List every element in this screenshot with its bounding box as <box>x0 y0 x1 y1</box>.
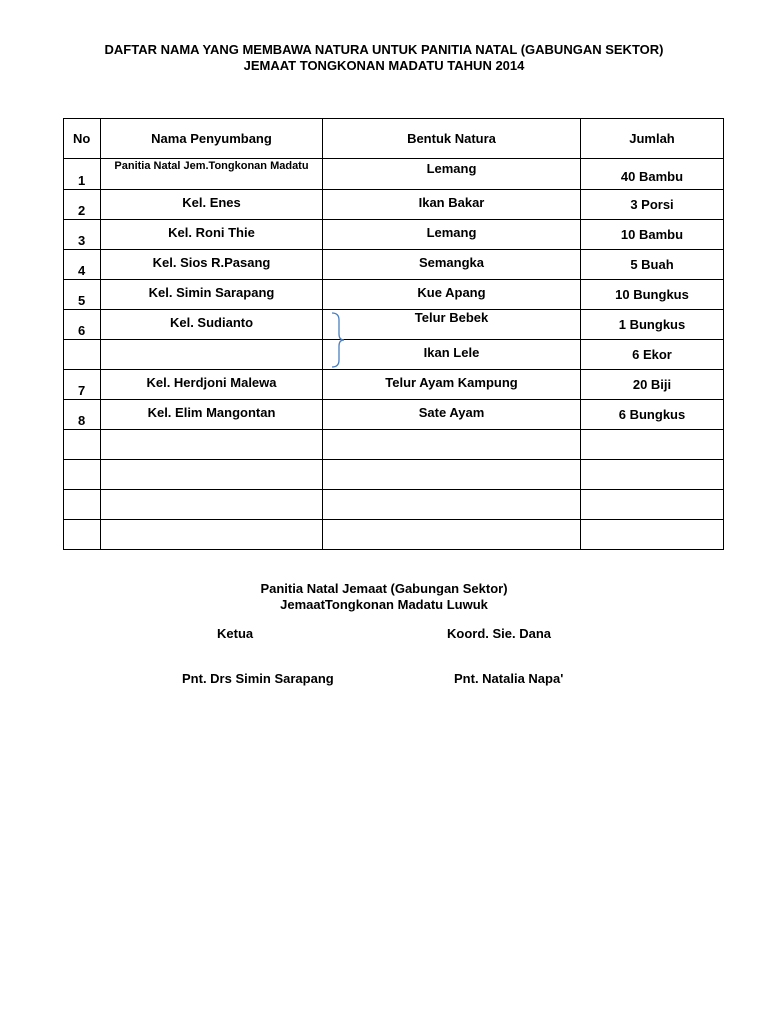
natura-table <box>63 118 724 550</box>
table-header-row <box>64 119 724 159</box>
row-bentuk <box>323 460 581 490</box>
row-no: 4 <box>64 250 101 280</box>
header-jumlah: Jumlah <box>581 119 724 159</box>
table-row-empty <box>64 520 724 550</box>
document-title: DAFTAR NAMA YANG MEMBAWA NATURA UNTUK PANITIA NATAL (GABUNGAN SEKTOR) <box>104 42 664 57</box>
koord-name: Pnt. Natalia Napa' <box>454 671 564 686</box>
row-no: 7 <box>64 370 101 400</box>
row-nama: Kel. Roni Thie <box>101 220 323 250</box>
table-row <box>64 190 724 220</box>
row-no: 3 <box>64 220 101 250</box>
table-row <box>64 280 724 310</box>
row-no <box>64 460 101 490</box>
row-no: 1 <box>64 159 101 190</box>
table-row <box>64 310 724 340</box>
row-no: 5 <box>64 280 101 310</box>
row-no <box>64 430 101 460</box>
ketua-name: Pnt. Drs Simin Sarapang <box>182 671 334 686</box>
row-bentuk: Kue Apang <box>323 280 581 310</box>
row-jumlah <box>581 490 724 520</box>
document-subtitle: JEMAAT TONGKONAN MADATU TAHUN 2014 <box>243 58 525 73</box>
row-jumlah: 10 Bambu <box>581 220 724 250</box>
table-row <box>64 220 724 250</box>
row-bentuk: Sate Ayam <box>323 400 581 430</box>
header-no: No <box>64 119 101 159</box>
row-bentuk: Lemang <box>323 220 581 250</box>
row-bentuk: Telur Bebek <box>323 310 581 340</box>
row-nama: Panitia Natal Jem.Tongkonan Madatu <box>101 159 323 190</box>
table-row-empty <box>64 490 724 520</box>
row-jumlah <box>581 430 724 460</box>
row-no <box>64 520 101 550</box>
table-row <box>64 159 724 190</box>
table-row-empty <box>64 460 724 490</box>
row-jumlah: 3 Porsi <box>581 190 724 220</box>
row-bentuk: Ikan Bakar <box>323 190 581 220</box>
row-jumlah: 10 Bungkus <box>581 280 724 310</box>
curly-brace-icon <box>330 312 350 368</box>
table-row <box>64 250 724 280</box>
row-nama: Kel. Sios R.Pasang <box>101 250 323 280</box>
row-jumlah: 6 Bungkus <box>581 400 724 430</box>
row-nama <box>101 520 323 550</box>
row-nama <box>101 490 323 520</box>
row-bentuk: Telur Ayam Kampung <box>323 370 581 400</box>
row-nama: Kel. Enes <box>101 190 323 220</box>
row-no: 8 <box>64 400 101 430</box>
row-nama: Kel. Herdjoni Malewa <box>101 370 323 400</box>
row-jumlah: 1 Bungkus <box>581 310 724 340</box>
row-no <box>64 490 101 520</box>
row-jumlah <box>581 520 724 550</box>
row-jumlah: 40 Bambu <box>581 159 724 190</box>
row-nama <box>101 430 323 460</box>
row-bentuk <box>323 520 581 550</box>
table-row <box>64 340 724 370</box>
row-no: 2 <box>64 190 101 220</box>
ketua-label: Ketua <box>217 626 254 641</box>
header-nama: Nama Penyumbang <box>101 119 323 159</box>
row-nama: Kel. Elim Mangontan <box>101 400 323 430</box>
row-jumlah: 20 Biji <box>581 370 724 400</box>
row-bentuk: Lemang <box>323 159 581 190</box>
row-no: 6 <box>64 310 101 340</box>
table-row-empty <box>64 430 724 460</box>
row-bentuk <box>323 430 581 460</box>
table-row <box>64 400 724 430</box>
row-nama <box>101 460 323 490</box>
org-name-line2: JemaatTongkonan Madatu Luwuk <box>280 597 488 612</box>
row-jumlah: 5 Buah <box>581 250 724 280</box>
table-row <box>64 370 724 400</box>
row-bentuk: Ikan Lele <box>323 340 581 370</box>
row-bentuk <box>323 490 581 520</box>
header-bentuk: Bentuk Natura <box>323 119 581 159</box>
row-nama: Kel. Sudianto <box>101 310 323 340</box>
koord-label: Koord. Sie. Dana <box>447 626 552 641</box>
row-nama: Kel. Simin Sarapang <box>101 280 323 310</box>
row-jumlah: 6 Ekor <box>581 340 724 370</box>
row-jumlah <box>581 460 724 490</box>
row-bentuk: Semangka <box>323 250 581 280</box>
row-no <box>64 340 101 370</box>
row-nama <box>101 340 323 370</box>
org-name-line1: Panitia Natal Jemaat (Gabungan Sektor) <box>260 581 508 596</box>
